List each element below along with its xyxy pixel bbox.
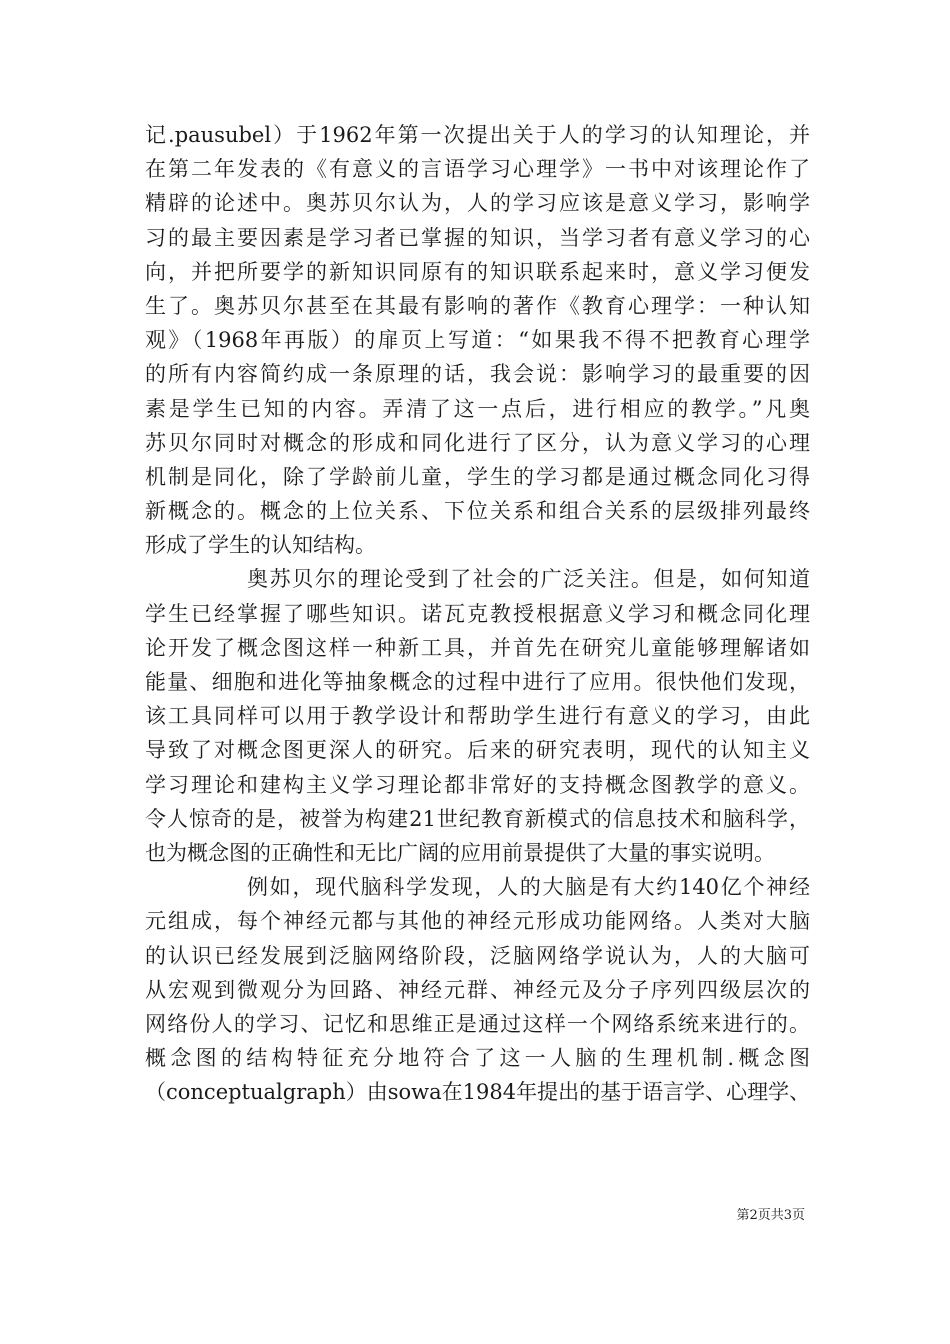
text-line: 生了。奥苏贝尔甚至在其最有影响的著作《教育心理学：一种认知 (145, 293, 810, 318)
text-line: 的认识已经发展到泛脑网络阶段，泛脑网络学说认为，人的大脑可 (145, 943, 810, 968)
text-line: 概念图的结构特征充分地符合了这一人脑的生理机制.概念图 (145, 1046, 810, 1071)
text-line: 形成了学生的认知结构。 (145, 533, 376, 558)
text-line: 令人惊奇的是，被誉为构建21世纪教育新模式的信息技术和脑科学， (145, 806, 810, 831)
text-line: 从宏观到微观分为回路、神经元群、神经元及分子序列四级层次的 (145, 977, 810, 1002)
paragraph (145, 870, 810, 1109)
text-line: 新概念的。概念的上位关系、下位关系和组合关系的层级排列最终 (145, 499, 810, 524)
text-line: 记.pausubel）于1962年第一次提出关于人的学习的认知理论，并 (145, 123, 810, 147)
paragraph (145, 562, 810, 870)
text-line: 素是学生已知的内容。弄清了这一点后，进行相应的教学。”凡奥 (145, 396, 810, 421)
text-line: 该工具同样可以用于教学设计和帮助学生进行有意义的学习，由此 (145, 704, 810, 729)
text-line: 观》（1968年再版）的扉页上写道：“如果我不得不把教育心理学 (145, 328, 810, 353)
text-line: 学习理论和建构主义学习理论都非常好的支持概念图教学的意义。 (145, 772, 810, 797)
text-line: 向，并把所要学的新知识同原有的知识联系起来时，意义学习便发 (145, 259, 810, 284)
text-line: 例如，现代脑科学发现，人的大脑是有大约140亿个神经 (247, 875, 810, 900)
text-line: 元组成，每个神经元都与其他的神经元形成功能网络。人类对大脑 (145, 909, 810, 934)
page-number: 第2页共3页 (736, 1208, 805, 1223)
text-line: （conceptualgraph）由sowa在1984年提出的基于语言学、心理学、 (145, 1080, 810, 1105)
text-line: 导致了对概念图更深人的研究。后来的研究表明，现代的认知主义 (145, 738, 810, 763)
body-text (145, 118, 810, 1109)
text-line: 精辟的论述中。奥苏贝尔认为，人的学习应该是意义学习，影响学 (145, 191, 810, 216)
text-line: 苏贝尔同时对概念的形成和同化进行了区分，认为意义学习的心理 (145, 430, 810, 455)
text-line: 学生已经掌握了哪些知识。诺瓦克教授根据意义学习和概念同化理 (145, 601, 810, 626)
text-line: 也为概念图的正确性和无比广阔的应用前景提供了大量的事实说明。 (145, 840, 775, 865)
text-line: 能量、细胞和进化等抽象概念的过程中进行了应用。很快他们发现， (145, 670, 810, 694)
text-line: 在第二年发表的《有意义的言语学习心理学》一书中对该理论作了 (145, 157, 810, 182)
text-line: 网络份人的学习、记忆和思维正是通过这样一个网络系统来进行的。 (145, 1011, 810, 1036)
text-line: 奥苏贝尔的理论受到了社会的广泛关注。但是，如何知道 (247, 567, 810, 592)
text-line: 的所有内容简约成一条原理的话，我会说：影响学习的最重要的因 (145, 362, 810, 387)
text-line: 机制是同化，除了学龄前儿童，学生的学习都是通过概念同化习得 (145, 464, 810, 489)
paragraph (145, 118, 810, 562)
text-line: 论开发了概念图这样一种新工具，并首先在研究儿童能够理解诸如 (145, 635, 810, 660)
text-line: 习的最主要因素是学习者已掌握的知识，当学习者有意义学习的心 (145, 225, 810, 250)
